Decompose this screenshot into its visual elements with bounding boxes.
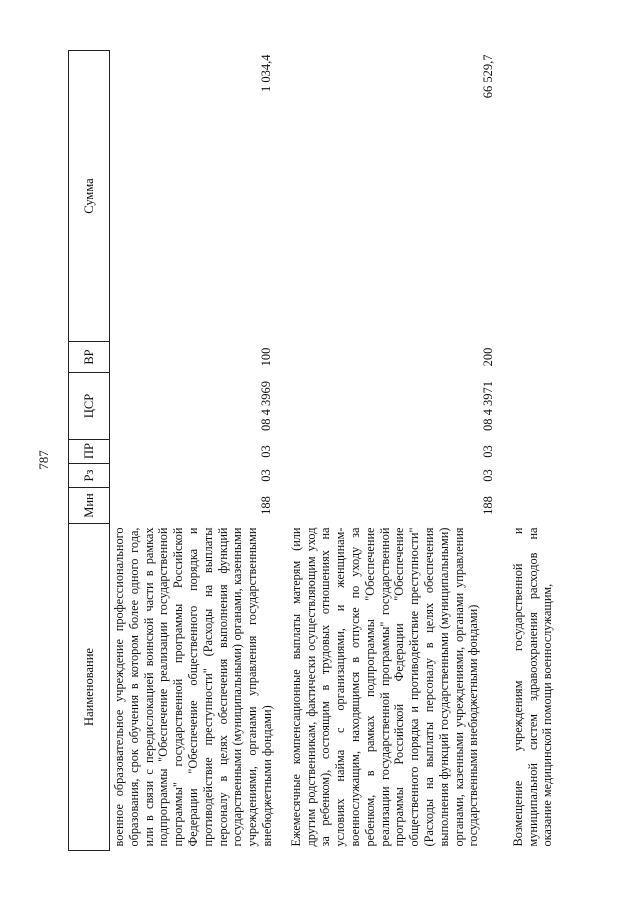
row-min: 188: [258, 496, 273, 515]
table-row: [509, 51, 561, 851]
row-pr: [509, 440, 561, 464]
header-csr: ЦСР: [69, 373, 110, 440]
row-name: Возмещение учреждениям государственной и муниципальной систем здравоохранения расходов на оказание медицинской помощи военнослужащим,: [510, 527, 555, 847]
header-pr: ПР: [69, 440, 110, 464]
header-min: Мин: [69, 488, 110, 524]
table-row: [287, 51, 501, 851]
header-name: Наименование: [69, 524, 110, 851]
header-rz: Рз: [69, 464, 110, 488]
header-vr: ВР: [69, 342, 110, 373]
row-min: 188: [480, 496, 495, 515]
row-vr: [509, 342, 561, 373]
row-rz: [509, 464, 561, 488]
table-header-row: [69, 51, 110, 851]
row-vr: 200: [480, 347, 495, 367]
row-vr: 100: [258, 347, 273, 367]
budget-table: [68, 50, 561, 851]
row-min: [509, 488, 561, 524]
row-csr: [509, 373, 561, 440]
row-sum: [509, 51, 561, 342]
page-number: 787: [36, 450, 51, 470]
row-csr: 08 4 3969: [258, 381, 273, 431]
row-name: военное образовательное учреждение профессионального образования, срок обучения в котором более одного года, или в связи с передислокацией воинской части в рамках подпрограммы "Обеспечение реализации государственной программы" государственной программы Российской Федерации "Обеспечение общественного порядка и противодействие преступности" (Расходы на выплаты персоналу в целях обеспечения выполнения функций государственными (муниципальными) органами, казенными учреждениями, органами управления государственными внебюджетными фондами): [112, 527, 274, 847]
rotated-page-content: [68, 51, 598, 851]
row-rz: 03: [258, 469, 273, 482]
row-pr: 03: [480, 445, 495, 458]
row-rz: 03: [480, 469, 495, 482]
header-sum: Сумма: [69, 51, 110, 342]
row-sum: 1 034,4: [258, 54, 273, 92]
row-name: Ежемесячные компенсационные выплаты матерям (или другим родственникам, фактически осуществляющим уход за ребенком), состоящим в трудовых отношениях на условиях найма с организациями, и женщинам-военнослужащим, находящимся в отпуске по уходу за ребенком, в рамках подпрограммы "Обеспечение реализации государственной программы" государственной программы Российской Федерации "Обеспечение общественного порядка и противодействие преступности" (Расходы на выплаты персоналу в целях обеспечения выполнения функций государственными (муниципальными) органами, казенными учреждениями, органами управления государственными внебюджетными фондами): [288, 527, 481, 847]
row-pr: 03: [258, 445, 273, 458]
table-row: [110, 51, 279, 851]
row-csr: 08 4 3971: [480, 381, 495, 431]
row-sum: 66 529,7: [480, 54, 495, 99]
